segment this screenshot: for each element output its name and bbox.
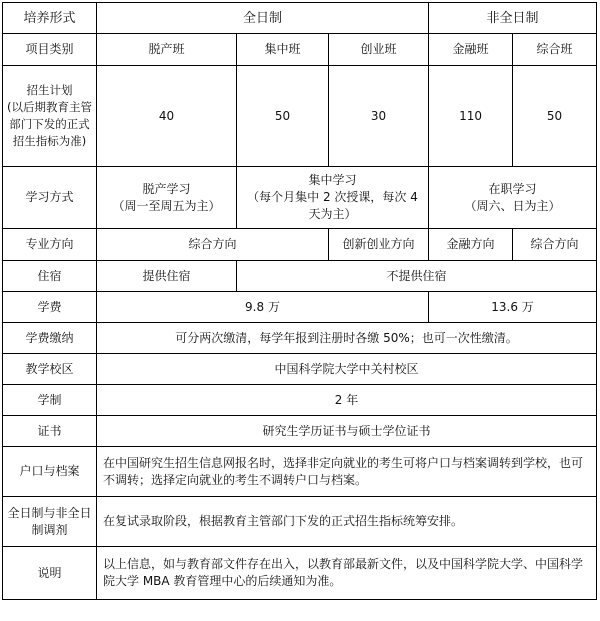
label-notes: 说明: [3, 547, 97, 600]
row-hukou-archives: [3, 447, 597, 497]
tuition-full-time: 9.8 万: [97, 292, 429, 323]
row-duration: [3, 385, 597, 416]
plan-off-job: 40: [97, 66, 237, 167]
admissions-table-container: [2, 2, 597, 600]
plan-intensive: 50: [237, 66, 329, 167]
mode-in-service: 在职学习 （周六、日为主）: [429, 167, 597, 229]
row-notes: [3, 547, 597, 600]
tuition-part-time: 13.6 万: [429, 292, 597, 323]
campus-text: 中国科学院大学中关村校区: [97, 354, 597, 385]
direction-comprehensive-part: 综合方向: [513, 229, 597, 261]
category-comprehensive: 综合班: [513, 34, 597, 66]
category-finance: 金融班: [429, 34, 513, 66]
part-time-header: 非全日制: [429, 3, 597, 34]
direction-finance: 金融方向: [429, 229, 513, 261]
label-program-category: 项目类别: [3, 34, 97, 66]
row-tuition: [3, 292, 597, 323]
direction-innovation: 创新创业方向: [329, 229, 429, 261]
plan-finance: 110: [429, 66, 513, 167]
label-enrollment-plan: 招生计划 (以后期教育主管部门下发的正式招生指标为准): [3, 66, 97, 167]
row-tuition-payment: [3, 323, 597, 354]
certificate-text: 研究生学历证书与硕士学位证书: [97, 416, 597, 447]
category-entrepreneurship: 创业班: [329, 34, 429, 66]
adjustment-text: 在复试录取阶段，根据教育主管部门下发的正式招生指标统筹安排。: [97, 497, 597, 547]
notes-text: 以上信息，如与教育部文件存在出入，以教育部最新文件，以及中国科学院大学、中国科学院大学 MBA 教育管理中心的后续通知为准。: [97, 547, 597, 600]
label-hukou-archives: 户口与档案: [3, 447, 97, 497]
label-adjustment: 全日制与非全日制调剂: [3, 497, 97, 547]
admissions-table: [2, 2, 597, 600]
duration-text: 2 年: [97, 385, 597, 416]
row-accommodation: [3, 261, 597, 292]
label-training-form: 培养形式: [3, 3, 97, 34]
full-time-header: 全日制: [97, 3, 429, 34]
hukou-archives-text: 在中国研究生招生信息网报名时，选择非定向就业的考生可将户口与档案调转到学校，也可不调转；选择定向就业的考生不调转户口与档案。: [97, 447, 597, 497]
plan-entrepreneurship: 30: [329, 66, 429, 167]
tuition-payment-text: 可分两次缴清，每学年报到注册时各缴 50%；也可一次性缴清。: [97, 323, 597, 354]
label-duration: 学制: [3, 385, 97, 416]
label-accommodation: 住宿: [3, 261, 97, 292]
label-certificate: 证书: [3, 416, 97, 447]
label-tuition-payment: 学费缴纳: [3, 323, 97, 354]
category-off-job: 脱产班: [97, 34, 237, 66]
accommodation-provided: 提供住宿: [97, 261, 237, 292]
row-major-direction: [3, 229, 597, 261]
plan-comprehensive: 50: [513, 66, 597, 167]
category-intensive: 集中班: [237, 34, 329, 66]
label-major-direction: 专业方向: [3, 229, 97, 261]
row-program-category: [3, 34, 597, 66]
label-campus: 教学校区: [3, 354, 97, 385]
accommodation-not-provided: 不提供住宿: [237, 261, 597, 292]
row-campus: [3, 354, 597, 385]
row-adjustment: [3, 497, 597, 547]
label-tuition: 学费: [3, 292, 97, 323]
row-training-form: [3, 3, 597, 34]
row-enrollment-plan: [3, 66, 597, 167]
row-certificate: [3, 416, 597, 447]
mode-intensive: 集中学习 （每个月集中 2 次授课，每次 4 天为主）: [237, 167, 429, 229]
label-study-mode: 学习方式: [3, 167, 97, 229]
direction-comprehensive-full: 综合方向: [97, 229, 329, 261]
row-study-mode: [3, 167, 597, 229]
mode-off-job: 脱产学习 （周一至周五为主）: [97, 167, 237, 229]
